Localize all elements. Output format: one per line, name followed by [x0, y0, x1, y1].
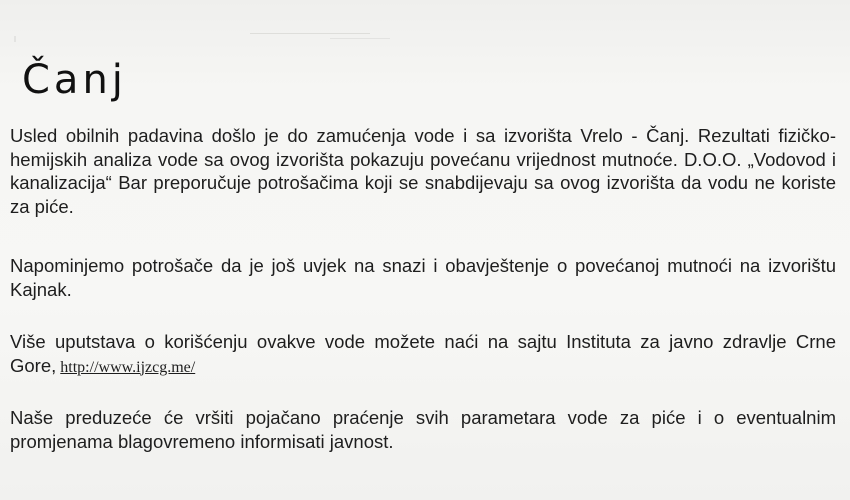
scan-artifact — [330, 38, 390, 39]
paragraph-water-turbidity: Usled obilnih padavina došlo je do zamućenja vode i sa izvorišta Vrelo - Čanj. Rezultati fizičko-hemijskih analiza vode sa ovog izvorišta pokazuju povećanu vrijednost mutnoće. D.O.O. „Vodovod i kanalizacija“ Bar preporučuje potrošačima koji se snabdijevaju sa ovog izvorišta da vodu ne koriste za piće. — [10, 125, 836, 217]
paragraph-kajnak-notice: Napominjemo potrošače da je još uvjek na snazi i obavještenje o povećanoj mutnoći na izvorištu Kajnak. — [10, 255, 836, 300]
notice-title: Čanj — [22, 57, 127, 103]
scan-artifact — [250, 33, 370, 34]
institute-link[interactable]: http://www.ijzcg.me/ — [60, 358, 196, 376]
paragraph-monitoring: Naše preduzeće će vršiti pojačano praćenje svih parametara vode za piće i o eventualnim promjenama blagovremeno informisati javnost. — [10, 407, 836, 452]
institute-text: Više uputstava o korišćenju ovakve vode možete naći na sajtu Instituta za javno zdravlje Crne Gore, — [10, 331, 836, 376]
paragraph-institute-info — [10, 330, 836, 379]
scan-artifact — [14, 36, 16, 42]
